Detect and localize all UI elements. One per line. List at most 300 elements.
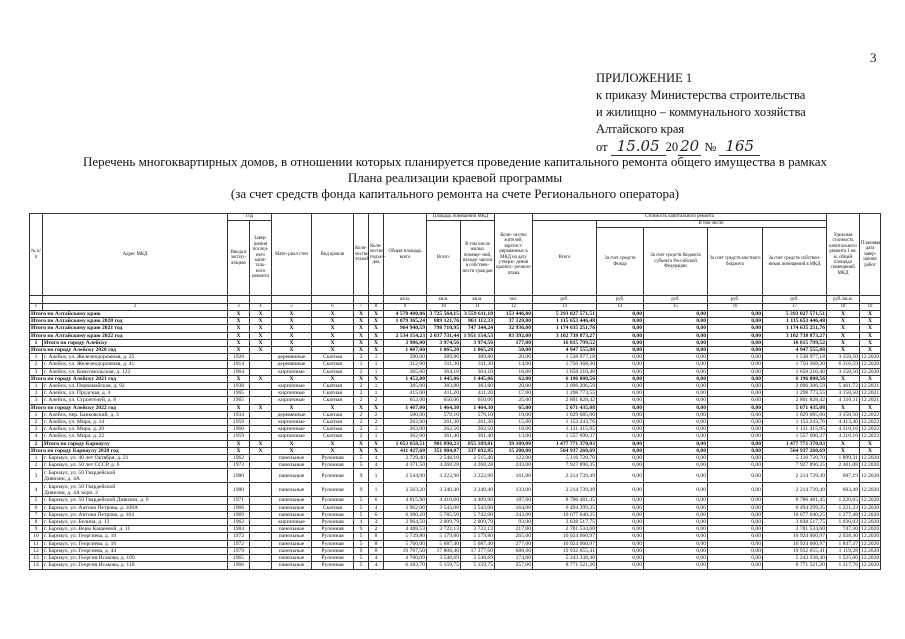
- row-address: г. Алейск, ул. Железнодорожная, д. 25: [43, 354, 228, 361]
- cell-year-built: X: [228, 339, 250, 346]
- header-wall: Мате- риал стен: [272, 214, 312, 296]
- cell-unit-cost: 1 221,23: [827, 504, 860, 511]
- row-address: г. Барнаул, ул. Георгиева, д. 10: [43, 533, 228, 540]
- cell-year-last-repair: [250, 469, 272, 483]
- cell-area-all: 261,30: [427, 419, 461, 426]
- cell-cost-total: 1 477 771 370,03: [533, 440, 597, 447]
- cell-wall-material: панельные: [272, 555, 312, 562]
- cell-year-built: 1972: [228, 540, 250, 547]
- cell-residents: 174,00: [495, 555, 533, 562]
- cell-cost-region: 0,00: [644, 469, 708, 483]
- cell-residents: 32 936,00: [495, 325, 533, 332]
- cell-area-private: 5 742,00: [461, 511, 495, 518]
- cell-year-built: X: [228, 318, 250, 325]
- cell-unit-cost: X: [827, 347, 860, 354]
- cell-area-all: 2 009,79: [427, 519, 461, 526]
- cell-residents: 177,00: [495, 339, 533, 346]
- cell-cost-local: 0,00: [708, 469, 763, 483]
- cell-cost-local: 0,00: [708, 555, 763, 562]
- cell-cost-region: 0,00: [644, 562, 708, 569]
- row-address: г. Барнаул, ул. 50 Гвардейской Дивизии, д. 4А: [43, 469, 228, 483]
- cell-wall-material: панельные: [272, 540, 312, 547]
- cell-year-last-repair: [250, 419, 272, 426]
- cell-year-last-repair: [250, 540, 272, 547]
- cell-cost-region: 0,00: [644, 375, 708, 382]
- cell-deadline: 12.2020: [861, 361, 880, 368]
- cell-area-all: 3 725 564,15: [427, 311, 461, 318]
- units-row: [30, 296, 881, 304]
- cell-floors: 5: [354, 504, 369, 511]
- cell-cost-total: 10 677 640,25: [533, 511, 597, 518]
- cell-cost-local: 0,00: [708, 325, 763, 332]
- column-number: 5: [272, 304, 312, 311]
- cell-area-private: 361,40: [461, 433, 495, 440]
- table-row: [30, 433, 881, 440]
- summary-row: [30, 375, 881, 382]
- cell-cost-region: 0,00: [644, 526, 708, 533]
- cell-cost-region: 0,00: [644, 318, 708, 325]
- appendix-line-2: к приказу Министерства строительства: [596, 88, 806, 102]
- unit-area-all: кв.м.: [427, 296, 461, 304]
- cell-year-last-repair: [250, 519, 272, 526]
- column-number: 4: [250, 304, 272, 311]
- cell-area-all: 5 159,75: [427, 562, 461, 569]
- cell-roof-type: X: [312, 339, 354, 346]
- cell-residents: 15,00: [495, 419, 533, 426]
- cell-area-private: 3 974,56: [461, 339, 495, 346]
- cell-unit-cost: 1 525,00: [827, 555, 860, 562]
- header-no: № п/ п: [30, 214, 43, 296]
- cell-cost-owners: 1 153 243,76: [763, 419, 827, 426]
- cell-cost-region: 0,00: [644, 311, 708, 318]
- cell-entrances: X: [369, 375, 384, 382]
- cell-cost-fund: 0,00: [597, 397, 644, 404]
- cell-cost-owners: 2 801 828,42: [763, 397, 827, 404]
- row-number: 3: [30, 368, 43, 375]
- unit-residents: чел.: [495, 296, 533, 304]
- header-entrances: Коли- чество подъез- дов: [369, 214, 384, 296]
- column-number: 14: [597, 304, 644, 311]
- cell-year-built: 1960: [228, 426, 250, 433]
- cell-year-last-repair: [250, 497, 272, 504]
- cell-cost-owners: 10 924 060,97: [763, 533, 827, 540]
- cell-area-all: 361,40: [427, 433, 461, 440]
- cell-year-built: 1971: [228, 497, 250, 504]
- document-title: [40, 154, 870, 202]
- cell-cost-owners: 19 932 655,41: [763, 547, 827, 554]
- cell-cost-total: 1 174 635 251,76: [533, 325, 597, 332]
- cell-area-total: 411 427,68: [384, 447, 427, 454]
- cell-residents: 39 109,00: [495, 440, 533, 447]
- cell-entrances: 3: [369, 519, 384, 526]
- cell-unit-cost: 1 899,31: [827, 455, 860, 462]
- cell-floors: 5: [354, 511, 369, 518]
- cell-area-all: 383,80: [427, 383, 461, 390]
- cell-year-last-repair: X: [250, 404, 272, 411]
- row-address: г. Барнаул, ул. Белина, д. 13: [43, 519, 228, 526]
- cell-area-total: 1 079 365,24: [384, 318, 427, 325]
- cell-area-all: 1 445,06: [427, 375, 461, 382]
- column-number: 16: [708, 304, 763, 311]
- header-area-all: Всего:: [427, 221, 461, 296]
- column-number: 6: [312, 304, 354, 311]
- cell-area-private: 5 687,40: [461, 540, 495, 547]
- unit-area-total: кв.м.: [384, 296, 427, 304]
- cell-cost-owners: 2 214 739,49: [763, 483, 827, 497]
- cell-area-all: 889 121,76: [427, 318, 461, 325]
- cell-year-built: X: [228, 332, 250, 339]
- cell-area-all: 3 974,56: [427, 339, 461, 346]
- cell-cost-fund: 0,00: [597, 519, 644, 526]
- cell-cost-region: 0,00: [644, 361, 708, 368]
- cell-deadline: X: [860, 339, 881, 346]
- cell-residents: 217,00: [495, 526, 533, 533]
- cell-wall-material: кирпичные: [272, 383, 312, 390]
- cell-cost-owners: 3 102 738 873,27: [763, 332, 827, 339]
- cell-floors: 4: [354, 519, 369, 526]
- cell-area-private: 855 189,81: [461, 440, 495, 447]
- cell-area-total: 2 729,40: [384, 455, 427, 462]
- column-number: 17: [763, 304, 827, 311]
- cell-residents: 14,00: [495, 361, 533, 368]
- cell-cost-total: 2 096 206,59: [533, 383, 597, 390]
- cell-floors: X: [354, 440, 369, 447]
- cell-wall-material: X: [272, 318, 312, 325]
- cell-area-total: 1 053 658,51: [384, 440, 427, 447]
- cell-deadline: 12.2020: [861, 354, 880, 361]
- cell-deadline: X: [860, 440, 881, 447]
- cell-year-last-repair: [250, 397, 272, 404]
- cell-deadline: X: [860, 311, 881, 318]
- cell-wall-material: деревянные: [272, 411, 312, 418]
- summary-row: [30, 311, 881, 318]
- cell-cost-local: 0,00: [708, 318, 763, 325]
- table-row: [30, 455, 881, 462]
- table-row: [30, 511, 881, 518]
- cell-area-private: 383,80: [461, 383, 495, 390]
- cell-wall-material: деревянные: [272, 354, 312, 361]
- row-number: 7: [30, 511, 43, 518]
- cell-cost-owners: 564 937 260,69: [763, 447, 827, 454]
- cell-cost-fund: 0,00: [597, 375, 644, 382]
- cell-residents: 133,00: [495, 483, 533, 497]
- cell-roof-type: Рулонная: [312, 455, 354, 462]
- summary-row: [30, 325, 881, 332]
- cell-entrances: 4: [369, 562, 384, 569]
- cell-deadline: 12.2020: [861, 540, 880, 547]
- cell-area-private: 5 159,75: [461, 562, 495, 569]
- row-address: г. Барнаул, ул. Веры Кащеевой, д. 11: [43, 526, 228, 533]
- row-address: г. Барнаул, ул. 50 Гвардейской Дивизии, д. 4А корп. 2: [43, 483, 228, 497]
- cell-wall-material: X: [272, 404, 312, 411]
- cell-cost-fund: 0,00: [597, 347, 644, 354]
- cell-residents: 161,00: [495, 469, 533, 483]
- row-number: 9: [30, 526, 43, 533]
- cell-cost-fund: 0,00: [597, 383, 644, 390]
- cell-area-total: 3 962,00: [384, 504, 427, 511]
- cell-area-private: 311,30: [461, 361, 495, 368]
- unit-empty: [860, 296, 881, 304]
- cell-residents: 243,00: [495, 511, 533, 518]
- cell-roof-type: Рулонная: [312, 562, 354, 569]
- header-area-private: В том числе жилых помеще- ний, находя- щихся в собствен- ности граждан: [461, 221, 495, 296]
- cell-cost-total: 2 214 739,49: [533, 469, 597, 483]
- cell-area-all: 3 543,00: [427, 504, 461, 511]
- cell-deadline: 12.2020: [861, 555, 880, 562]
- row-address: г. Барнаул, ул. Георгиева, д. 44: [43, 547, 228, 554]
- cell-cost-region: 0,00: [644, 339, 708, 346]
- cell-roof-type: Рулонная: [312, 526, 354, 533]
- cell-roof-type: Рулонная: [312, 519, 354, 526]
- cell-floors: 2: [354, 426, 369, 433]
- row-address: г. Алейск, ул. Первомайская, д. 92: [43, 383, 228, 390]
- cell-cost-total: 6 494 299,35: [533, 504, 597, 511]
- cell-year-last-repair: [250, 504, 272, 511]
- cell-area-private: 3 548,69: [461, 555, 495, 562]
- cell-cost-total: 1 115 653 446,48: [533, 318, 597, 325]
- cell-area-all: 4 268,28: [427, 462, 461, 469]
- cell-cost-total: 5 393 027 571,51: [533, 311, 597, 318]
- cell-cost-fund: 0,00: [597, 433, 644, 440]
- cell-entrances: 8: [369, 533, 384, 540]
- cell-year-last-repair: [250, 533, 272, 540]
- summary-row: [30, 404, 881, 411]
- cell-residents: 17,00: [495, 390, 533, 397]
- cell-area-total: 5 739,80: [384, 533, 427, 540]
- cell-residents: 37 128,00: [495, 318, 533, 325]
- cell-year-last-repair: X: [250, 447, 272, 454]
- cell-area-total: 6 183,70: [384, 562, 427, 569]
- cell-cost-region: 0,00: [644, 347, 708, 354]
- cell-wall-material: панельные: [272, 497, 312, 504]
- cell-cost-fund: 0,00: [597, 533, 644, 540]
- cell-cost-owners: 7 927 896,35: [763, 462, 827, 469]
- column-number: 3: [228, 304, 250, 311]
- cell-cost-fund: 0,00: [597, 562, 644, 569]
- cell-roof-type: Рулонная: [312, 497, 354, 504]
- cell-cost-local: 0,00: [708, 347, 763, 354]
- cell-area-all: 901 890,23: [427, 440, 461, 447]
- cell-roof-type: Скатная: [312, 390, 354, 397]
- cell-wall-material: панельные: [272, 469, 312, 483]
- cell-area-all: 2 037 731,44: [427, 332, 461, 339]
- unit-empty: [354, 296, 369, 304]
- cell-cost-region: 0,00: [644, 447, 708, 454]
- cell-roof-type: Скатная: [312, 361, 354, 368]
- cell-cost-owners: 1 131 415,95: [763, 426, 827, 433]
- cell-cost-owners: 10 677 640,25: [763, 511, 827, 518]
- cell-wall-material: X: [272, 311, 312, 318]
- cell-unit-cost: 6 316,59: [827, 361, 860, 368]
- header-cost-group: Стоимость капитального ремонта: [533, 214, 827, 221]
- cell-cost-owners: 6 494 299,35: [763, 504, 827, 511]
- cell-cost-local: 0,00: [708, 383, 763, 390]
- cell-floors: 5: [354, 555, 369, 562]
- cell-entrances: 4: [369, 555, 384, 562]
- cell-area-all: 5 687,40: [427, 540, 461, 547]
- cell-deadline: 12.2021: [861, 383, 880, 390]
- cell-cost-fund: 0,00: [597, 361, 644, 368]
- row-address: г. Барнаул, ул. 50 лет СССР, д. 6: [43, 462, 228, 469]
- cell-wall-material: панельные: [272, 462, 312, 469]
- cell-area-total: 580,00: [384, 411, 427, 418]
- cell-entrances: 1: [369, 383, 384, 390]
- cell-deadline: 12.2021: [861, 397, 880, 404]
- cell-cost-fund: 0,00: [597, 440, 644, 447]
- cell-unit-cost: 3 158,50: [827, 390, 860, 397]
- cell-cost-region: 0,00: [644, 325, 708, 332]
- cell-area-all: 411,20: [427, 390, 461, 397]
- cell-floors: 2: [354, 383, 369, 390]
- cell-cost-local: 0,00: [708, 447, 763, 454]
- cell-cost-local: 0,00: [708, 419, 763, 426]
- cell-cost-local: 0,00: [708, 311, 763, 318]
- cell-unit-cost: X: [827, 440, 860, 447]
- cell-cost-owners: 6 196 808,56: [763, 375, 827, 382]
- row-number: 5: [30, 497, 43, 504]
- cell-year-last-repair: X: [250, 318, 272, 325]
- cell-unit-cost: 1 847,37: [827, 540, 860, 547]
- cell-cost-region: 0,00: [644, 419, 708, 426]
- cell-unit-cost: 687,19: [827, 469, 860, 483]
- header-floors: Коли- чество этажей: [354, 214, 369, 296]
- summary-row: [30, 318, 881, 325]
- summary-row: [30, 440, 881, 447]
- title-line-3: (за счет средств фонда капитального ремонта на счете Регионального оператора): [230, 186, 680, 201]
- cell-unit-cost: 4 310,16: [827, 426, 860, 433]
- cell-cost-total: 3 838 517,75: [533, 519, 597, 526]
- cell-area-total: 2 534 154,23: [384, 332, 427, 339]
- row-number: 1: [30, 411, 43, 418]
- cell-residents: 688,00: [495, 547, 533, 554]
- cell-area-total: 390,00: [384, 354, 427, 361]
- cell-roof-type: Скатная: [312, 368, 354, 375]
- cell-cost-owners: 10 924 060,97: [763, 540, 827, 547]
- cell-wall-material: кирпичные: [272, 519, 312, 526]
- cell-cost-fund: 0,00: [597, 555, 644, 562]
- cell-entrances: 6: [369, 497, 384, 504]
- row-number: 2: [30, 462, 43, 469]
- appendix-line-3: и жилищно – коммунального хозяйства: [596, 105, 806, 119]
- cell-cost-region: 0,00: [644, 332, 708, 339]
- page-number: 3: [870, 50, 877, 65]
- table-row: [30, 526, 881, 533]
- row-label: Итого по городу Алейску 2021 год: [30, 375, 228, 382]
- cell-cost-fund: 0,00: [597, 547, 644, 554]
- table-row: [30, 361, 881, 368]
- cell-year-built: 1980: [228, 483, 250, 497]
- cell-deadline: 12.2020: [861, 547, 880, 554]
- row-address: г. Алейск, ул. Строителей, д. 8: [43, 397, 228, 404]
- cell-roof-type: Рулонная: [312, 555, 354, 562]
- cell-unit-cost: X: [827, 325, 860, 332]
- unit-cost-owners: руб.: [763, 296, 827, 304]
- unit-empty: [312, 296, 354, 304]
- header-area-group: Площадь помещений МКД: [427, 214, 495, 221]
- cell-cost-region: 0,00: [644, 540, 708, 547]
- cell-cost-region: 0,00: [644, 462, 708, 469]
- cell-wall-material: X: [272, 440, 312, 447]
- cell-entrances: 4: [369, 455, 384, 462]
- column-number: 18: [827, 304, 860, 311]
- cell-floors: 5: [354, 533, 369, 540]
- cell-area-private: 861 112,33: [461, 318, 495, 325]
- row-address: г. Алейск, ул. Мира, д. 20: [43, 426, 228, 433]
- cell-year-built: 1966: [228, 562, 250, 569]
- cell-cost-fund: 0,00: [597, 368, 644, 375]
- cell-cost-owners: 1 174 635 251,76: [763, 325, 827, 332]
- cell-cost-region: 0,00: [644, 519, 708, 526]
- cell-cost-region: 0,00: [644, 411, 708, 418]
- cell-area-private: 3 240,40: [461, 483, 495, 497]
- row-number: 6: [30, 504, 43, 511]
- cell-year-built: X: [228, 325, 250, 332]
- cell-roof-type: X: [312, 325, 354, 332]
- cell-deadline: 12.2020: [860, 483, 881, 497]
- cell-roof-type: X: [312, 347, 354, 354]
- cell-area-total: 19 767,50: [384, 547, 427, 554]
- cell-cost-owners: 1 750 368,30: [763, 361, 827, 368]
- table-row: [30, 390, 881, 397]
- cell-cost-local: 0,00: [708, 397, 763, 404]
- row-label: Итого по городу Алейску 2020 год: [30, 347, 228, 354]
- cell-cost-fund: 0,00: [597, 419, 644, 426]
- cell-cost-owners: 1 658 210,40: [763, 368, 827, 375]
- cell-wall-material: X: [272, 347, 312, 354]
- unit-cost-all: руб.: [533, 296, 597, 304]
- cell-year-built: 1966: [228, 504, 250, 511]
- cell-roof-type: X: [312, 440, 354, 447]
- summary-row: [30, 447, 881, 454]
- cell-entrances: 1: [369, 483, 384, 497]
- table-row: [30, 469, 881, 483]
- cell-deadline: 12.2020: [861, 533, 880, 540]
- cell-cost-local: 0,00: [708, 440, 763, 447]
- cell-cost-region: 0,00: [644, 390, 708, 397]
- cell-cost-owners: 1 298 773,55: [763, 390, 827, 397]
- cell-wall-material: панельные: [272, 511, 312, 518]
- cell-cost-local: 0,00: [708, 433, 763, 440]
- cell-cost-total: 1 298 773,55: [533, 390, 597, 397]
- cell-cost-total: 2 781 534,60: [533, 526, 597, 533]
- cell-area-all: 3 548,69: [427, 555, 461, 562]
- cell-area-private: 4 268,28: [461, 462, 495, 469]
- cell-floors: 9: [354, 483, 369, 497]
- cell-floors: X: [354, 375, 369, 382]
- cell-roof-type: X: [312, 404, 354, 411]
- cell-area-private: 337 692,85: [461, 447, 495, 454]
- row-number: 2: [30, 440, 43, 447]
- cell-area-private: 747 344,24: [461, 325, 495, 332]
- cell-area-private: 261,30: [461, 419, 495, 426]
- cell-roof-type: Рулонная: [312, 511, 354, 518]
- cell-year-last-repair: X: [250, 311, 272, 318]
- cell-cost-owners: 1 477 771 370,03: [763, 440, 827, 447]
- table-row: [30, 540, 881, 547]
- cell-cost-total: 3 102 738 873,27: [533, 332, 597, 339]
- cell-entrances: 2: [369, 419, 384, 426]
- cell-roof-type: X: [312, 332, 354, 339]
- cell-year-built: 1938: [228, 383, 250, 390]
- cell-entrances: 1: [369, 433, 384, 440]
- cell-year-built: X: [228, 404, 250, 411]
- cell-residents: 15 200,00: [495, 447, 533, 454]
- cell-entrances: X: [369, 318, 384, 325]
- row-number: 3: [30, 426, 43, 433]
- row-number: 1: [30, 339, 43, 346]
- cell-cost-total: 1 153 243,76: [533, 419, 597, 426]
- cell-deadline: 12.2020: [861, 511, 880, 518]
